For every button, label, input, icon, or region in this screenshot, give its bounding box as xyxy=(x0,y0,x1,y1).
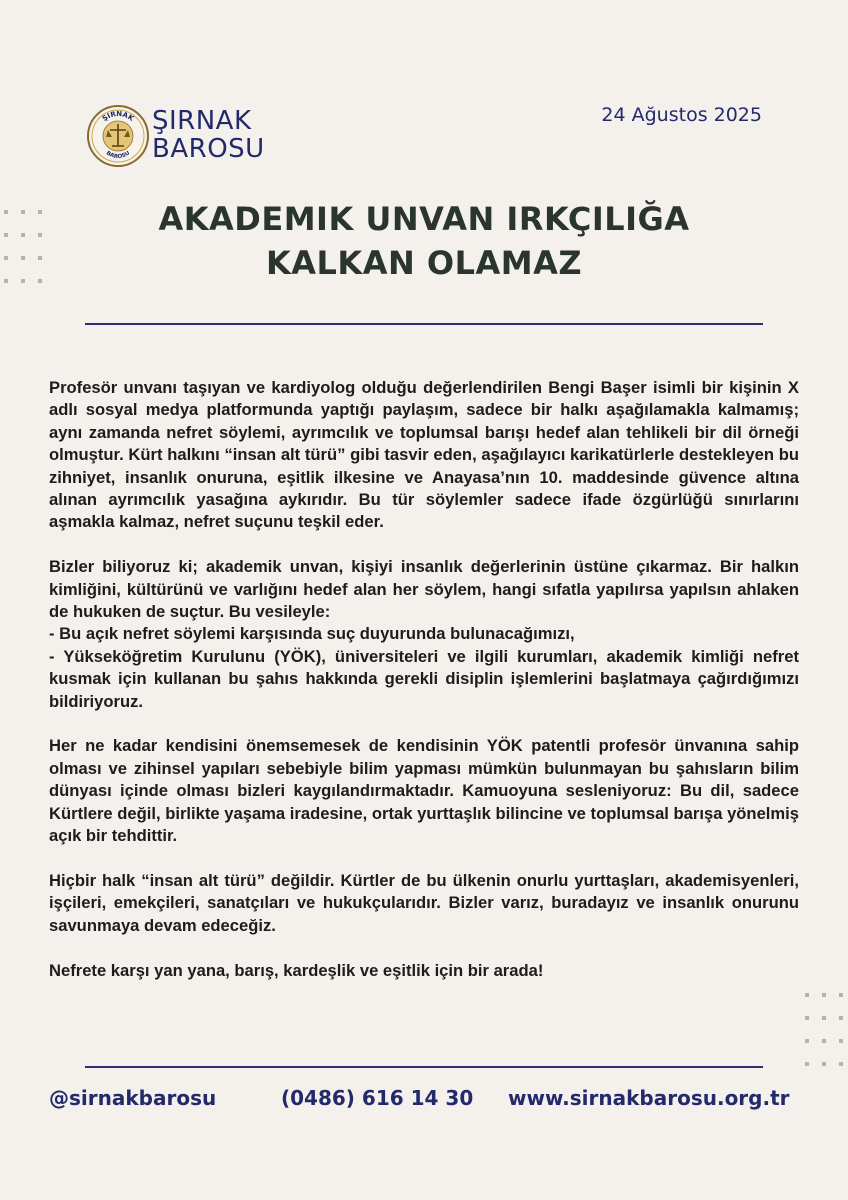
paragraph-2-intro: Bizler biliyoruz ki; akademik unvan, kişiyi insanlık değerlerinin üstüne çıkarmaz. Bir halkın kimliğini, kültürünü ve varlığını hedef alan her söylem, hangi sıfatla yapılırsa yapılsın ahlaken de hukuken de suçtur. Bu vesileyle: xyxy=(49,557,799,622)
page-title xyxy=(0,197,848,285)
paragraph-5: Nefrete karşı yan yana, barış, kardeşlik ve eşitlik için bir arada! xyxy=(49,960,544,980)
title-line1: AKADEMIK UNVAN IRKÇILIĞA xyxy=(158,200,690,238)
organization-name xyxy=(152,107,265,163)
statement-body xyxy=(49,377,799,1004)
document-date: 24 Ağustos 2025 xyxy=(601,104,762,126)
logo-top-text: ŞIRNAK xyxy=(100,109,136,123)
bar-association-logo xyxy=(86,104,150,168)
list-item-1: - Bu açık nefret söylemi karşısında suç duyurunda bulunacağımızı, xyxy=(49,624,575,644)
paragraph-4: Hiçbir halk “insan alt türü” değildir. Kürtler de bu ülkenin onurlu yurttaşları, akademisyenleri, işçileri, emekçileri, sanatçıları ve hukukçularıdır. Bizler varız, buradayız ve insanlık onurunu savunmaya devam edeceğiz. xyxy=(49,870,799,935)
paragraph-1: Profesör unvanı taşıyan ve kardiyolog olduğu değerlendirilen Bengi Başer isimli bir kişinin X adlı sosyal medya platformunda yaptığı paylaşım, sadece bir halkı aşağılamakla kalmamış; aynı zamanda nefret söylemi, ayrımcılık ve toplumsal barışı hedef alan tehlikeli bir dil örneği olmuştur. Kürt halkını “insan alt türü” gibi tasvir eden, aşağılayıcı karikatürlerle destekleyen bu zihniyet, insanlık onuruna, eşitlik ilkesine ve Anayasa’nın 10. maddesinde güvence altına alınan ayrımcılık yasağına aykırıdır. Bu tür söylemler sadece ifade özgürlüğü sınırlarını aşmakla kalmaz, nefret suçunu teşkil eder. xyxy=(49,378,799,532)
organization-name-line1: ŞIRNAK xyxy=(152,106,252,136)
phone-number: (0486) 616 14 30 xyxy=(281,1086,474,1110)
logo-bottom-text: BAROSU xyxy=(104,150,132,161)
organization-name-line2: BAROSU xyxy=(152,134,265,164)
paragraph-2 xyxy=(49,556,799,713)
paragraph-3: Her ne kadar kendisini önemsemesek de kendisinin YÖK patentli profesör ünvanına sahip olması ve zihinsel yapıları sebebiyle bilim yapması mümkün bulunmayan bu şahısların bilim dünyası içinde olması bizleri kaygılandırmaktadır. Kamuoyuna sesleniyoruz: Bu dil, sadece Kürtlere değil, birlikte yaşama iradesine, ortak yurttaşlık bilincine ve toplumsal barışa yönelmiş açık bir tehdittir. xyxy=(49,736,799,846)
website-address: www.sirnakbarosu.org.tr xyxy=(508,1086,790,1110)
decorative-dots-right xyxy=(805,993,843,1066)
social-handle: @sirnakbarosu xyxy=(49,1086,217,1110)
bottom-divider xyxy=(85,1066,763,1068)
top-divider xyxy=(85,323,763,325)
list-item-2: - Yükseköğretim Kurulunu (YÖK), üniversiteleri ve ilgili kurumları, akademik kimliği nefret kusmak için kullanan bu şahıs hakkında gerekli disiplin işlemlerini başlatmaya çağırdığımızı bildiriyoruz. xyxy=(49,646,799,711)
title-line2: KALKAN OLAMAZ xyxy=(265,244,583,282)
